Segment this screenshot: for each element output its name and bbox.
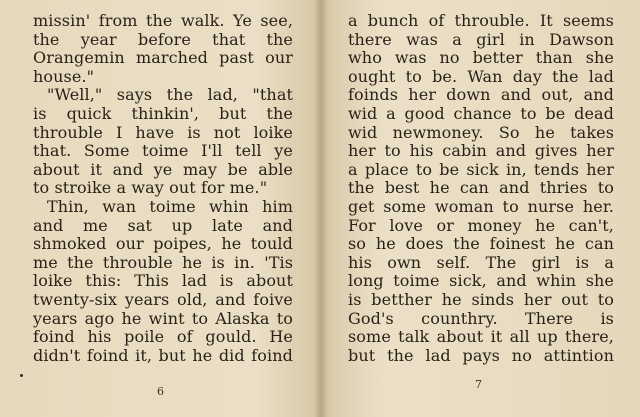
text-line: years ago he wint to Alaska to xyxy=(33,308,293,328)
text-line: is betther he sinds her out to xyxy=(348,289,614,309)
text-line: is quick thinkin', but the xyxy=(33,103,293,123)
text-line: loike this: This lad is about xyxy=(33,271,293,291)
text-line: her to his cabin and gives her xyxy=(348,141,614,161)
text-line: and me sat up late and xyxy=(33,215,293,235)
text-line: that. Some toime I'll tell ye xyxy=(33,141,293,161)
text-line: the year before that the xyxy=(33,29,293,49)
text-line: a place to be sick in, tends her xyxy=(348,159,614,179)
text-line: who was no better than she xyxy=(348,48,614,68)
text-line: didn't foind it, but he did foind xyxy=(33,345,293,365)
text-line: missin' from the walk. Ye see, xyxy=(33,12,293,30)
text-line: wid a good chance to be dead xyxy=(348,103,614,123)
ink-speck xyxy=(20,374,23,377)
text-line: there was a girl in Dawson xyxy=(348,29,614,49)
right-page-number: 7 xyxy=(475,378,482,391)
right-page xyxy=(348,12,614,412)
text-line: Thin, wan toime whin him xyxy=(47,196,293,216)
text-line: house." xyxy=(33,66,95,86)
text-line: the best he can and thries to xyxy=(348,178,614,198)
text-line: Orangemin marched past our xyxy=(33,48,293,68)
text-line: ought to be. Wan day the lad xyxy=(348,66,614,86)
book-gutter xyxy=(314,0,328,417)
text-line: foind his poile of gould. He xyxy=(33,327,293,347)
text-line: to stroike a way out for me." xyxy=(33,178,268,198)
text-line: wid newmoney. So he takes xyxy=(348,122,614,142)
text-line: throuble I have is not loike xyxy=(33,122,293,142)
text-line: foinds her down and out, and xyxy=(348,85,614,105)
text-line: his own self. The girl is a xyxy=(348,252,614,272)
text-line: me the throuble he is in. 'Tis xyxy=(33,252,293,272)
text-line: For love or money he can't, xyxy=(348,215,614,235)
text-line: so he does the foinest he can xyxy=(348,234,614,254)
text-line: but the lad pays no attintion xyxy=(348,345,614,365)
text-line: God's counthry. There is xyxy=(348,308,614,328)
text-line: a bunch of throuble. It seems xyxy=(348,12,614,30)
text-line: get some woman to nurse her. xyxy=(348,196,614,216)
text-line: "Well," says the lad, "that xyxy=(47,85,293,105)
text-line: some talk about it all up there, xyxy=(348,327,614,347)
text-line: long toime sick, and whin she xyxy=(348,271,614,291)
text-line: twenty-six years old, and foive xyxy=(33,289,293,309)
left-page xyxy=(33,12,293,412)
text-line: shmoked our poipes, he tould xyxy=(33,234,293,254)
left-page-number: 6 xyxy=(157,385,164,398)
text-line: about it and ye may be able xyxy=(33,159,293,179)
